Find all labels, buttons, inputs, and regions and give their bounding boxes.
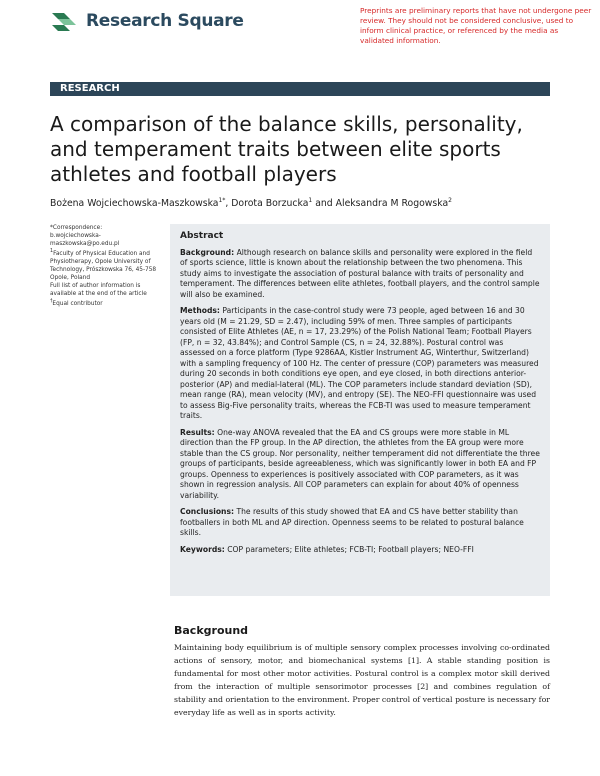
author-list	[50, 197, 550, 209]
abstract-background-text: Although research on balance skills and personality were explored in the field of sports science, little is known about the relationship between the two phenomena. This study aims to investigate the association of postural balance with traits of personality and temperament. The differences between elite athletes, football players, and the control sample will also be examined.	[180, 247, 540, 299]
author-affiliation-sup: 1*	[218, 197, 226, 204]
author-separator: ,	[225, 198, 232, 210]
affiliation-entry	[50, 248, 162, 282]
author-affiliation-sup: 2	[448, 197, 452, 204]
abstract-conclusions-text: The results of this study showed that EA and CS have better stability than footballers in both ML and AP direction. Openness seems to be related to postural balance skills.	[180, 507, 524, 537]
paper-title: A comparison of the balance skills, personality, and temperament traits between elite sports athletes and football players	[50, 112, 523, 186]
abstract-conclusions-label: Conclusions:	[180, 507, 235, 516]
abstract-keywords-label: Keywords:	[180, 544, 225, 554]
equal-contributor-entry	[50, 298, 162, 308]
correspondence-label: *Correspondence:	[50, 225, 103, 231]
section-label: RESEARCH	[50, 82, 550, 96]
author-affiliation-sup: 1	[308, 197, 313, 204]
equal-contributor-text: Equal contributor	[52, 300, 103, 307]
preprint-disclaimer: Preprints are preliminary reports that have not undergone peer review. They should not be considered conclusive, used to inform clinical practice, or referenced by the media as validated information.	[360, 6, 592, 45]
abstract-conclusions	[180, 507, 540, 539]
abstract-box	[170, 224, 550, 596]
abstract-methods-label: Methods:	[180, 306, 220, 315]
author-separator: and	[312, 198, 336, 210]
research-square-logo[interactable]	[50, 10, 244, 32]
affiliation-sup: 1	[50, 249, 54, 254]
abstract-results-text: One-way ANOVA revealed that the EA and CS groups were more stable in ML direction than the FP group. In the AP direction, the athletes from the EA group were more stable than the CS group. Nor personality, neither temperament did not differentiate the three groups of participants, beside agreeableness, which was significantly lower in both EA and FP groups. Openness to experiences is positively associated with COP parameters, as it was shown in regression analysis. All COP parameters can explain for about 40% of openness variability.	[180, 427, 540, 500]
background-section-heading: Background	[174, 624, 249, 637]
abstract-background	[180, 248, 540, 301]
author-name[interactable]: Aleksandra M Rogowska	[335, 198, 449, 210]
full-list-note: Full list of author information is available at the end of the article	[50, 282, 147, 297]
affiliation-text: Faculty of Physical Education and Physiotherapy, Opole University of Technology, Prószkowska 76, 45-758 Opole, Poland	[50, 250, 157, 281]
research-square-logo-icon	[50, 10, 82, 32]
abstract-background-label: Background:	[180, 247, 235, 257]
logo-text: Research Square	[86, 11, 244, 31]
author-name[interactable]: Dorota Borzucka	[231, 198, 309, 210]
correspondence-email[interactable]: b.wojciechowska-maszkowska@po.edu.pl	[50, 233, 120, 247]
abstract-results-label: Results:	[180, 427, 215, 437]
abstract-heading: Abstract	[180, 231, 224, 241]
dagger-sup: †	[50, 298, 53, 304]
abstract-keywords-text: COP parameters; Elite athletes; FCB-TI; Football players; NEO-FFI	[227, 544, 474, 554]
background-paragraph: Maintaining body equilibrium is of multiple sensory complex processes involving co-ordinated actions of sensory, motor, and biomechanical systems [1]. A stable standing position is fundamental for most other motor activities. Postural control is a complex motor skill derived from the interaction of multiple sensorimotor processes [2] and combines regulation of stability and orientation to the environment. Proper control of vertical posture is necessary for everyday life as well as in sports activity.	[174, 643, 550, 718]
abstract-keywords	[180, 545, 540, 556]
author-name[interactable]: Bożena Wojciechowska-Maszkowska	[50, 198, 219, 210]
abstract-methods-text: Participants in the case-control study were 73 people, aged between 16 and 30 years old (M = 21.29, SD = 2.47), including 59% of men. Three samples of participants consisted of Elite Athletes (AE, n = 17, 23.29%) of the Polish National Team; Football Players (FP, n = 32, 43.84%); and Control Sample (CS, n = 24, 32.88%). Postural control was assessed on a force platform (Type 9286AA, Kistler Instrument AG, Winterthur, Switzerland) with a sampling frequency of 100 Hz. The center of pressure (COP) parameters was measured during 20 seconds in both conditions eye open, and eye closed, in both directions anterior-posterior (AP) and medial-lateral (ML). The COP parameters include standard deviation (SD), mean range (RA), mean velocity (MV), and entropy (SE). The NEO-FFI questionnaire was used to assess Big-Five personality traits, whereas the FCB-TI was used to measure temperament traits.	[180, 306, 539, 420]
author-info-sidebar	[50, 224, 162, 308]
abstract-methods	[180, 306, 540, 422]
abstract-results	[180, 428, 540, 502]
